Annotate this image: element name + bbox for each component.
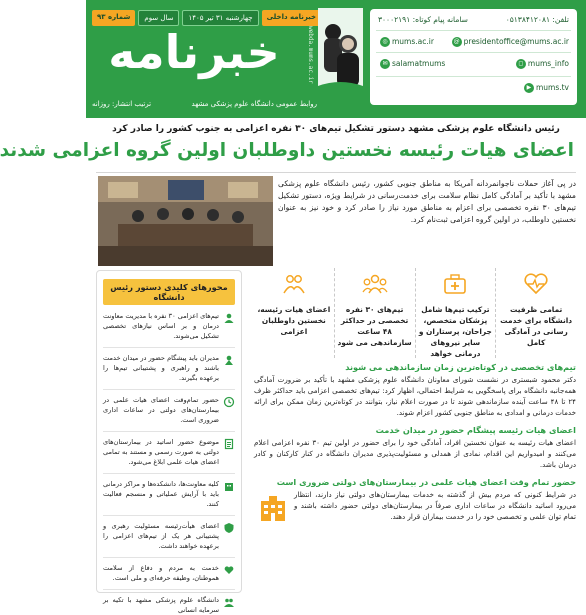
portrait-illustration — [318, 8, 363, 94]
building-icon — [223, 480, 235, 492]
aparat-link[interactable]: ▶ mums.tv — [522, 83, 569, 93]
section-heading: حضور تمام وقت اعضای هیات علمی در بیمارستان‌های دولتی ضروری است — [276, 477, 576, 487]
phone-number: تلفن: ۰۵۱۳۸۴۱۲۰۸۱ — [505, 15, 569, 24]
supertitle: رئیس دانشگاه علوم پزشکی مشهد دستور تشکیل تیم‌های ۳۰ نفره اعزامی به جنوب کشور را صادر کرد — [112, 124, 560, 134]
contact-divider — [376, 30, 571, 31]
directive-item: مدیران باید پیشگام حضور در میدان خدمت باشند و راهبری و پشتیبانی تیم‌ها را برعهده بگیرند. — [103, 353, 235, 383]
section-body: اعضای هیات رئیسه به عنوان نخستین افراد، آمادگی خود را برای حضور در اولین تیم ۳۰ نفره اعزامی اعلام می‌کنند و امیدواریم این اقدام، نمادی از همدلی و مسئولیت‌پذیری مدیران دانشگاه در کنار کارکنان و کادر درمان باشد. — [254, 438, 576, 469]
hospital-building-icon — [258, 495, 288, 521]
section-heading: اعضای هیات رئیسه پیشگام حضور در میدان خدمت — [375, 425, 576, 435]
sidebar-divider — [103, 347, 235, 348]
directive-item: تیم‌های اعزامی ۳۰ نفره با مدیریت معاونت درمان و بر اساس نیازهای تخصصی تشکیل می‌شوند. — [103, 311, 235, 341]
key-directives-sidebar — [96, 270, 242, 614]
main-headline: اعضای هیات رئیسه نخستین داوطلبان اولین گروه اعزامی شدند — [0, 140, 574, 161]
issue-number: شماره ۹۳ — [92, 10, 135, 26]
sidebar-divider — [103, 389, 235, 390]
key-fact: تمامی ظرفیت دانشگاه برای خدمت رسانی در آمادگی کامل — [495, 268, 576, 358]
directive-item: اعضای هیأت‌رئیسه مسئولیت رهبری و پشتیبانی هر یک از تیم‌های اعزامی را برعهده خواهند داشت. — [103, 521, 235, 551]
medical-kit-icon — [442, 272, 468, 296]
leaders-portrait-emblem — [318, 8, 363, 94]
logo-text: خبرنامه — [108, 25, 280, 79]
team-icon — [223, 596, 235, 608]
directive-item: حضور تمام‌وقت اعضای هیات علمی در بیمارستان‌های دولتی در ساعات اداری ضروری است. — [103, 395, 235, 425]
newsletter-logo — [94, 22, 294, 82]
instagram-link[interactable]: ◻ mums_info — [514, 59, 569, 69]
meeting-room-image — [98, 176, 273, 266]
vertical-web-address: webda.mums.ac.ir — [307, 26, 314, 84]
people-icon — [223, 312, 235, 324]
sms-number: سامانه پیام کوتاه: ۳۰۰۰۲۱۹۱ — [378, 15, 468, 24]
directive-item: دانشگاه علوم پزشکی مشهد با تکیه بر سرمایه انسانی — [103, 595, 235, 615]
directive-item: کلیه معاونت‌ها، دانشکده‌ها و مراکز درمانی باید با آرایش عملیاتی و منسجم فعالیت کنند. — [103, 479, 235, 509]
email-link[interactable]: @ presidentoffice@mums.ac.ir — [453, 37, 569, 46]
section-body: دکتر محمود شبستری در نشست شورای معاونان دانشگاه علوم پزشکی مشهد با تأکید بر ضرورت آمادگی همه‌جانبه دانشگاه برای پاسخگویی به شرایط احتمالی، اظهار کرد: تیم‌های تخصصی اعزامی باید حداکثر ظرف ۲۴ تا ۴۸ ساعت آینده سازماندهی شوند تا در صورت اعلام نیاز، بتوانند در کوتاه‌ترین زمان ممکن برای ارائه خدمات درمانی و امدادی به مناطق جنوبی کشور اعزام شوند. — [254, 375, 576, 417]
directive-item: موضوع حضور اساتید در بیمارستان‌های دولتی به صورت رسمی و مستند به تمامی اعضای هیات علمی ابلاغ می‌شود. — [103, 437, 235, 467]
newsletter-type-badge: خبرنامه داخلی — [262, 10, 322, 26]
contact-info-box — [370, 9, 577, 105]
manager-icon — [223, 354, 235, 366]
eitaa-link[interactable]: ✉ salamatmums — [378, 59, 445, 69]
section-body: در شرایط کنونی که مردم بیش از گذشته به خدمات بیمارستان‌های دولتی نیاز دارند، انتظار می‌رود اساتید دانشگاه در ساعات اداری صرفاً در بیمارستان‌های دولتی حضور داشته باشند و تمام توان علمی و تخصصی خود را در خدمت بیماران قرار دهند. — [294, 490, 576, 521]
sidebar-divider — [103, 589, 235, 590]
sidebar-divider — [103, 557, 235, 558]
clock-icon — [223, 396, 235, 408]
website-link[interactable]: ◎ mums.ac.ir — [378, 37, 434, 47]
contact-divider — [376, 52, 571, 53]
article-section — [254, 362, 576, 418]
team-icon — [362, 272, 388, 296]
heart-hand-icon — [223, 564, 235, 576]
sidebar-title: محورهای کلیدی دستور رئیس دانشگاه — [103, 279, 235, 305]
section-heading: تیم‌های تخصصی در کوتاه‌ترین زمان سازماندهی می‌ شوند — [345, 362, 576, 372]
messenger-icon: ✉ — [380, 59, 390, 69]
masthead — [86, 0, 586, 118]
directive-item: خدمت به مردم و دفاع از سلامت هموطنان، وظیفه حرفه‌ای و ملی است. — [103, 563, 235, 583]
headline-divider — [96, 172, 576, 173]
lead-paragraph: در پی آغاز حملات ناجوانمردانه آمریکا به مناطق جنوبی کشور، رئیس دانشگاه علوم پزشکی مشهد با تأکید بر آمادگی کامل نظام سلامت برای خدمت‌رسانی در شرایط ویژه، دستور تشکیل تیم‌های ۳۰ نفره تخصصی برای اعزام به مناطق مورد نیاز را صادر کرد و خود نیز به عنوان نخستین داوطلب، در اولین گروه اعزامی ثبت‌نام کرد. — [278, 179, 576, 224]
email-icon: @ — [453, 38, 460, 45]
article-section — [254, 425, 576, 470]
volume-year: سال سوم — [138, 10, 179, 26]
publisher-name: روابط عمومی دانشگاه علوم پزشکی مشهد — [191, 100, 317, 108]
key-fact: ترکیب تیم‌ها شامل پزشکان متخصص، جراحان، پرستاران و سایر نیروهای درمانی خواهد — [415, 268, 496, 358]
volunteer-icon — [281, 272, 307, 296]
heart-pulse-icon — [523, 272, 549, 296]
sidebar-divider — [103, 473, 235, 474]
globe-icon: ◎ — [380, 37, 390, 47]
shield-icon — [223, 522, 235, 534]
sidebar-divider — [103, 431, 235, 432]
masthead-tagline-row — [92, 100, 317, 108]
instagram-icon: ◻ — [516, 59, 526, 69]
key-fact: اعضای هیات رئیسه، نخستین داوطلبان اعزامی — [254, 268, 334, 358]
key-fact: تیم‌های ۳۰ نفره تخصصی در حداکثر ۴۸ ساعت سازماندهی می شود — [334, 268, 415, 358]
publication-frequency: ترتیب انتشار: روزانه — [92, 100, 152, 108]
sidebar-divider — [103, 515, 235, 516]
key-facts-row — [254, 268, 576, 358]
video-icon: ▶ — [524, 83, 534, 93]
meeting-photo — [98, 176, 273, 266]
document-icon — [223, 438, 235, 450]
article-section — [254, 477, 576, 522]
issue-date: چهارشنبه ۳۱ تیر ۱۴۰۵ — [182, 10, 258, 26]
article-column — [254, 362, 576, 529]
contact-divider — [376, 76, 571, 77]
